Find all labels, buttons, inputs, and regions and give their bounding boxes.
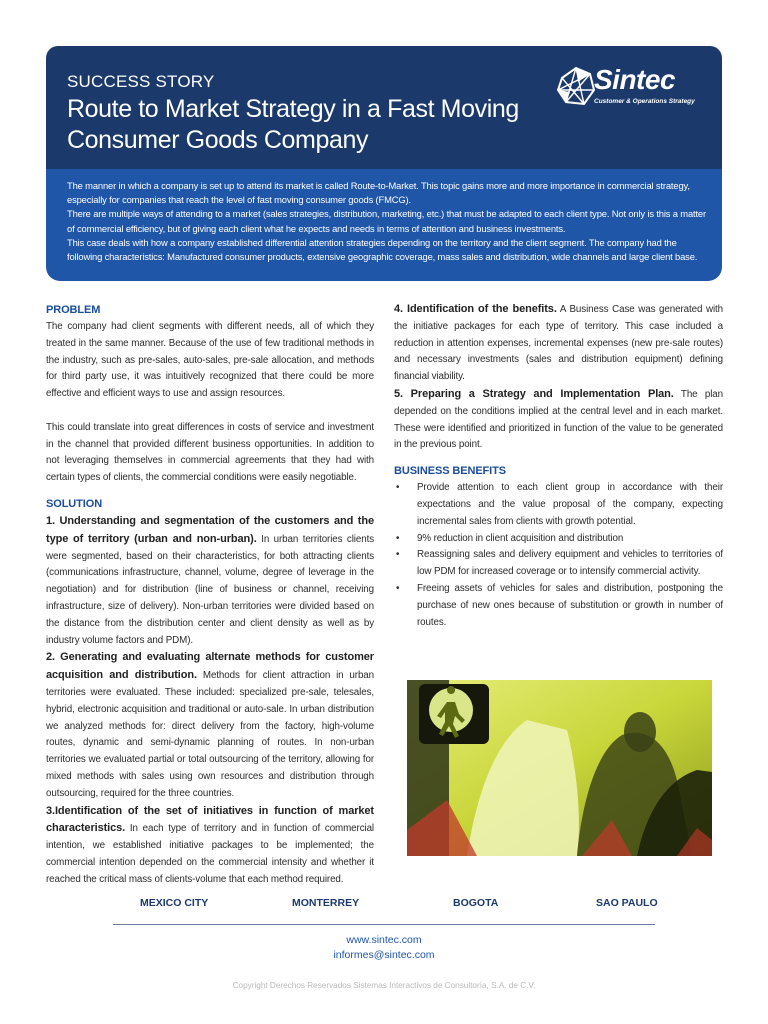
logo-wordmark: Sintec	[594, 64, 676, 95]
document-title: Route to Market Strategy in a Fast Moving Consumer Goods Company	[67, 95, 519, 154]
intro-paragraph-2: There are multiple ways of attending to a market (sales strategies, distribution, marketing, etc.) that must be adapted to each client type. Not only is this a matter of commercial efficiency, but of giving each client what he expects and needs in terms of attention and business investments.	[67, 208, 706, 234]
left-column	[46, 301, 374, 889]
intro-box	[46, 169, 722, 281]
kicker-label: SUCCESS STORY	[67, 72, 215, 91]
bullet-icon: •	[396, 549, 400, 561]
copyright-notice: Copyright Derechos Reservados Sistemas Interactivos de Consultoría, S.A. de C.V.	[232, 981, 536, 990]
benefits-heading: BUSINESS BENEFITS	[394, 465, 506, 478]
office-cities	[100, 897, 668, 913]
problem-paragraph-1: The company had client segments with different needs, all of which they treated in the same manner. Because of the use of few traditional methods in the industry, such as pre-sales, auto-sales, pre-sale allocation, and methods for third party use, it was intuitively recognized that there could be more effective and efficient ways to use and assign resources.	[46, 321, 374, 400]
logo-tagline: Customer & Operations Strategy	[594, 98, 695, 105]
solution-heading: SOLUTION	[46, 497, 103, 510]
right-column	[394, 301, 723, 631]
intro-paragraph-3: This case deals with how a company established differential attention strategies depending on the territory and the client segment. The company had the following characteristics: Manufactured consumer products, extensive geographic coverage, mass sales and distribution, wide channels and large client base.	[67, 236, 698, 263]
solution-step-3	[46, 803, 374, 889]
step-4-title: 4. Identification of the benefits.	[394, 303, 557, 315]
website-link[interactable]: www.sintec.com	[346, 934, 422, 946]
city-mexico-city: MEXICO CITY	[140, 897, 209, 909]
list-item: • 9% reduction in client acquisition and distribution	[394, 531, 723, 548]
bullet-icon: •	[396, 482, 400, 494]
globe-logo-icon	[556, 64, 596, 108]
step-5-title: 5. Preparing a Strategy and Implementation Plan.	[394, 387, 674, 400]
solution-step-2	[46, 649, 374, 802]
city-sao-paulo: SAO PAULO	[596, 897, 658, 909]
sintec-logo	[556, 64, 702, 114]
city-monterrey: MONTERREY	[292, 897, 360, 909]
intro-text	[67, 179, 707, 264]
step-1-text: In urban territories clients were segmented, based on their characteristics, for both attracting clients (communications infrastructure, channel, volume, degree of leverage in the negotiation) and for distribution (line of business or channel, receiving infrastructure, size of delivery). Non-urban territories were divided based on the distance from the distribution center and client density as well as by industry volume factors and PDM).	[46, 533, 375, 646]
city-bogota: BOGOTA	[453, 897, 499, 909]
intro-paragraph-1: The manner in which a company is set up to attend its market is called Route-to-Market. This topic gains more and more importance in commercial strategy, especially for companies that reach the level of fast moving consumer goods (FMCG).	[67, 180, 690, 206]
step-3-title: 3.Identification of the set of initiatives in function of market characteristics.	[46, 804, 374, 835]
step-1-title: 1. Understanding and segmentation of the customers and the type of territory (urban and non-urban).	[46, 514, 374, 545]
step-5-text: The plan depended on the conditions implied at the central level and in each market. These were identified and prioritized in function of the value to be generated in the previous point.	[394, 388, 723, 451]
solution-step-4	[394, 301, 723, 386]
list-item: • Provide attention to each client group in accordance with their expectations and the value proposal of the company, expecting incremental sales from clients with growth potential.	[396, 482, 723, 527]
step-2-title: 2. Generating and evaluating alternate methods for customer acquisition and distribution.	[46, 651, 374, 682]
list-item: • Reassigning sales and delivery equipment and vehicles to territories of low PDM for increased coverage or to intensify commercial activity.	[396, 549, 723, 578]
step-2-text: Methods for client attraction in urban territories were evaluated. These included: specialized pre-sale, telesales, hybrid, electronic acquisition and traditional or auto-sale. In urban distribution we analyzed methods for: direct delivery from the factory, high-volume routes, dynamic and semi-dynamic planning of routes. In non-urban territories we evaluated partial or total outsourcing of the territory, allowing for mixed methods with sales using own resources and distribution through outsourcing, required for the three countries.	[46, 670, 374, 799]
solution-step-1	[46, 513, 374, 649]
pedestrian-signal-photo	[407, 680, 712, 856]
list-item: • Freeing assets of vehicles for sales and distribution, postponing the purchase of new ones because of substitution or growth in number of routes.	[396, 582, 723, 628]
step-3-text: In each type of territory and in function of commercial intention, we established initiative packages to be implemented; the commercial intention depended on the commercial intensity and whether it reached the critical mass of clients-volume that each method required.	[46, 823, 374, 885]
problem-heading: PROBLEM	[46, 304, 101, 316]
bullet-icon: •	[396, 582, 400, 594]
email-link[interactable]: informes@sintec.com	[333, 949, 435, 961]
title-banner	[46, 46, 722, 169]
problem-paragraph-2: This could translate into great differences in costs of service and investment in the channel that provided different business opportunities. In addition to not leveraging themselves in commercial agreements that they had with certain types of clients, the commercial conditions were easily negotiable.	[46, 421, 374, 484]
benefits-list	[394, 480, 723, 631]
footer-divider	[113, 924, 655, 925]
solution-step-5	[394, 386, 723, 454]
bullet-icon: •	[396, 532, 400, 544]
step-4-text: A Business Case was generated with the initiative packages for each type of territory. This case included a reduction in attention expenses, incremental expenses (new pre-sale routes) and necessary investments (sales and distribution equipment) defining financial viability.	[394, 304, 723, 383]
